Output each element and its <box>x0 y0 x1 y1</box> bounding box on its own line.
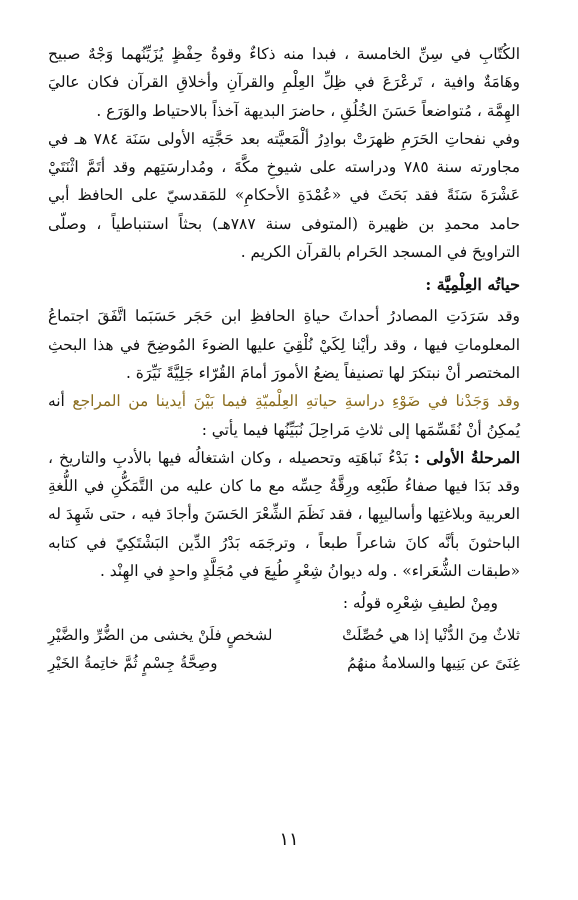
stage-1-text: بَدْءُ نَباهَتِه وتحصيله ، وكان اشتغالُه فيها بالأدبِ والتاريخ ، وقد بَدَا فيها صفاءُ طَبْعِه ورِقَّةُ حِسِّه مع ما كان عليه من التَّمَكُّنِ في اللُّغةِ العربية وبلاغتِها وأساليبِها ، فقد نَظَمَ الشِّعْرَ الحَسَنَ وأجادَ فيه ، حتى شَهِدَ له الباحثونَ بأنَّه كانَ شاعراً طبعاً ، وترجَمَه بَدْرُ الدِّين البَشْتَكِيّ في كتابه «طبقات الشُّعَراء» . وله ديوانُ شِعْرٍ طُبِعَ في مُجَلَّدٍ واحدٍ في الهِنْد . <box>48 448 520 581</box>
paragraph-2: وفي نفحاتِ الحَرَمِ ظهرَتْ بوادِرُ ألْمَعيَّته بعد حَجَّتِه الأولى سَنَة ٧٨٤ هـ في مجاورته سنة ٧٨٥ ودراسته على شيوخِ مكَّةَ ، ومُدارسَتِهم وقد أتَمَّ اثْنَتَيْ عَشْرَةَ سَنَةً فقد بَحَثَ في «عُمْدَةِ الأحكامِ» للمَقدسيّ على الحافظ أبي حامد محمدِ بن ظهيرة (المتوفى سنة ٧٨٧هـ) بحثاً استنباطياً ، وصلّى التراويحَ في المسجد الحَرام بالقرآن الكريم . <box>48 129 521 262</box>
paragraph-1: الكُتّابِ في سِنِّ الخامسة ، فبدا منه ذكاءٌ وقوةُ حِفْظٍ يُزَيِّنُهما وَجْهٌ صبيح وهَامَةٌ وافية ، تَرعْرَعَ في ظِلِّ العِلْمِ والقرآنِ وأخلاقِ القرآن فكان عاليَ الهِمَّة ، مُتواضعاً حَسَنَ الخُلُقِ ، حاضرَ البديهة آخذاً بالاحتياط والوَرَع . <box>48 45 520 120</box>
section-heading: حياتُه العِلْمِيَّة : <box>425 275 520 295</box>
verse-line <box>48 621 520 649</box>
verse-hemistich-right: ثلاثٌ مِنَ الدُّنْيا إذا هي حُصِّلَتْ <box>342 626 520 645</box>
paragraph-4-rest: أنه يُمكِنُ أنْ نُقَسِّمَها إلى ثلاثِ مَراحِلَ نُبَيِّنُها فيما يأتي : <box>48 392 520 439</box>
verse-intro: ومِنْ لطيفِ شِعْرِه قولُه : <box>342 594 498 613</box>
page-number: ١١ <box>279 829 299 850</box>
stage-1-paragraph <box>48 444 520 585</box>
verse-line <box>48 649 520 677</box>
highlighted-text: وقد وَجَدْنا في ضَوْءِ دراسةِ حياتهِ العِلْميّةِ فيما بَيْنَ أيدينا من المراجع <box>72 392 520 411</box>
verse-hemistich-left: لشخصٍ فلَنْ يخشى من الضُّرِّ والضَّيْرِ <box>48 626 273 645</box>
stage-1-label: المرحلةُ الأولى : <box>413 448 520 467</box>
verse-hemistich-left: وصِحَّةُ جِسْمٍ ثُمَّ خاتِمةُ الخَيْرِ <box>48 654 218 673</box>
verse-hemistich-right: غِنَىً عن بَنِيها والسلامةُ منهُمُ <box>347 654 520 673</box>
poem <box>48 621 520 677</box>
paragraph-3: وقد سَرَدَتِ المصادرُ أحداثَ حياةِ الحافظِ ابن حَجَر حَسَبَما اتَّفَقَ اجتماعُ المعلوماتِ فيها ، وقد رأيْنا لِكَيْ نُلْقِيَ عليها الضوءَ المُوضِحَ في هذا البحثِ المختصر أنْ نبتكرَ لها تصنيفاً يضعُ الأمورَ أمامَ القُرّاء جَلِيَّةً نَيِّرَة . <box>48 307 520 382</box>
paragraph-4 <box>48 387 520 444</box>
